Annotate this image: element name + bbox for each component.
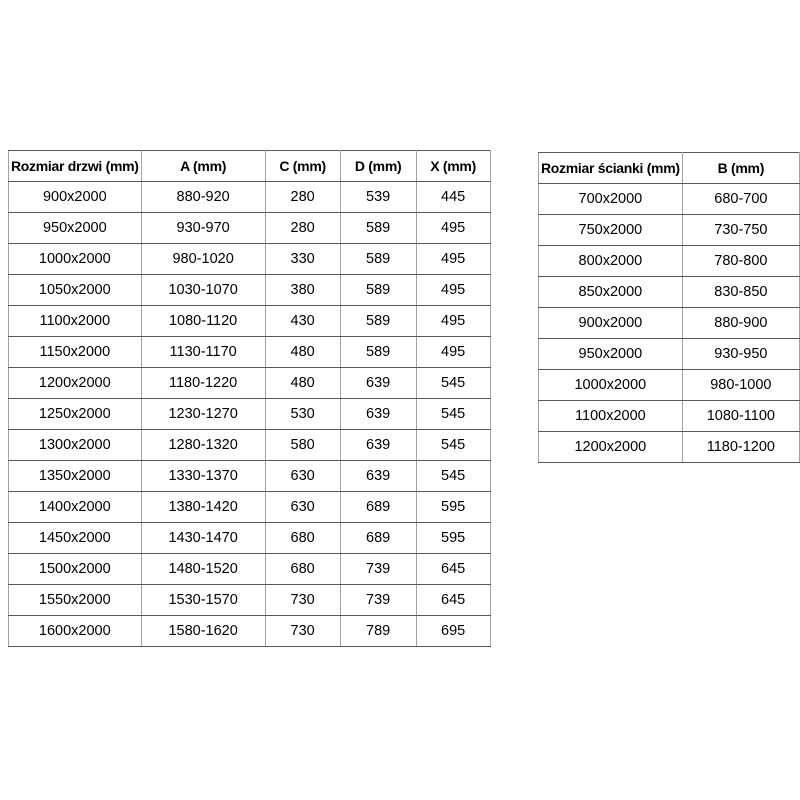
walls-table [538,152,800,463]
dim-a-cell: 1480-1520 [141,554,265,585]
dim-c-cell: 430 [265,306,340,337]
table-row [539,308,800,339]
table-row [9,306,491,337]
door-size-cell: 1600x2000 [9,616,142,647]
dim-x-cell: 545 [416,430,490,461]
table-row [539,401,800,432]
table-row [9,430,491,461]
dim-c-cell: 730 [265,585,340,616]
walls-header-size: Rozmiar ścianki (mm) [539,153,683,184]
dim-d-cell: 589 [340,275,416,306]
wall-size-cell: 700x2000 [539,184,683,215]
dim-d-cell: 639 [340,430,416,461]
table-row [9,275,491,306]
dim-c-cell: 380 [265,275,340,306]
dim-b-cell: 830-850 [682,277,799,308]
table-row [539,432,800,463]
door-size-cell: 1400x2000 [9,492,142,523]
table-row [9,492,491,523]
dim-b-cell: 1080-1100 [682,401,799,432]
table-row [9,616,491,647]
dim-a-cell: 1030-1070 [141,275,265,306]
dim-c-cell: 680 [265,523,340,554]
dim-c-cell: 280 [265,182,340,213]
dim-d-cell: 689 [340,492,416,523]
door-size-cell: 1500x2000 [9,554,142,585]
dim-b-cell: 1180-1200 [682,432,799,463]
table-row [539,339,800,370]
door-size-cell: 1150x2000 [9,337,142,368]
walls-header-row [539,153,800,184]
dim-a-cell: 1530-1570 [141,585,265,616]
doors-header-x: X (mm) [416,151,490,182]
dim-a-cell: 1180-1220 [141,368,265,399]
dim-d-cell: 689 [340,523,416,554]
door-size-cell: 1250x2000 [9,399,142,430]
dim-d-cell: 589 [340,244,416,275]
dim-a-cell: 1430-1470 [141,523,265,554]
dim-a-cell: 1580-1620 [141,616,265,647]
dim-a-cell: 1080-1120 [141,306,265,337]
doors-header-a: A (mm) [141,151,265,182]
door-size-cell: 1550x2000 [9,585,142,616]
dim-a-cell: 1380-1420 [141,492,265,523]
wall-size-cell: 1000x2000 [539,370,683,401]
door-size-cell: 1350x2000 [9,461,142,492]
door-size-cell: 1200x2000 [9,368,142,399]
dim-d-cell: 639 [340,399,416,430]
dim-a-cell: 980-1020 [141,244,265,275]
dim-x-cell: 495 [416,244,490,275]
dim-a-cell: 1330-1370 [141,461,265,492]
dim-c-cell: 580 [265,430,340,461]
dim-d-cell: 739 [340,554,416,585]
dim-a-cell: 1280-1320 [141,430,265,461]
wall-size-cell: 850x2000 [539,277,683,308]
dim-x-cell: 595 [416,523,490,554]
dim-d-cell: 589 [340,337,416,368]
dim-a-cell: 930-970 [141,213,265,244]
dim-b-cell: 880-900 [682,308,799,339]
table-row [9,461,491,492]
table-row [9,337,491,368]
dim-x-cell: 495 [416,337,490,368]
dim-c-cell: 480 [265,368,340,399]
walls-header-b: B (mm) [682,153,799,184]
dim-b-cell: 780-800 [682,246,799,277]
dim-a-cell: 1130-1170 [141,337,265,368]
dim-d-cell: 789 [340,616,416,647]
dim-x-cell: 495 [416,306,490,337]
door-size-cell: 1050x2000 [9,275,142,306]
table-row [9,182,491,213]
dim-x-cell: 595 [416,492,490,523]
table-row [539,215,800,246]
doors-table [8,150,491,647]
doors-header-c: C (mm) [265,151,340,182]
table-row [539,184,800,215]
door-size-cell: 1300x2000 [9,430,142,461]
dim-x-cell: 495 [416,213,490,244]
dim-b-cell: 680-700 [682,184,799,215]
dim-d-cell: 589 [340,306,416,337]
wall-size-cell: 750x2000 [539,215,683,246]
dim-c-cell: 680 [265,554,340,585]
dim-a-cell: 1230-1270 [141,399,265,430]
table-row [539,277,800,308]
dim-c-cell: 730 [265,616,340,647]
wall-size-cell: 1100x2000 [539,401,683,432]
dim-c-cell: 480 [265,337,340,368]
door-size-cell: 950x2000 [9,213,142,244]
table-row [9,399,491,430]
dim-d-cell: 739 [340,585,416,616]
dim-x-cell: 545 [416,461,490,492]
table-row [9,554,491,585]
dim-c-cell: 530 [265,399,340,430]
table-row [9,585,491,616]
dim-x-cell: 695 [416,616,490,647]
door-size-cell: 900x2000 [9,182,142,213]
dim-b-cell: 980-1000 [682,370,799,401]
dim-x-cell: 495 [416,275,490,306]
door-size-cell: 1000x2000 [9,244,142,275]
doors-header-row [9,151,491,182]
dim-d-cell: 539 [340,182,416,213]
dim-x-cell: 545 [416,368,490,399]
wall-size-cell: 950x2000 [539,339,683,370]
dim-x-cell: 645 [416,554,490,585]
dim-d-cell: 639 [340,368,416,399]
dim-x-cell: 645 [416,585,490,616]
dim-x-cell: 545 [416,399,490,430]
dim-x-cell: 445 [416,182,490,213]
table-row [9,523,491,554]
door-size-cell: 1450x2000 [9,523,142,554]
dim-c-cell: 330 [265,244,340,275]
wall-size-cell: 1200x2000 [539,432,683,463]
table-row [9,213,491,244]
dim-c-cell: 630 [265,461,340,492]
dim-c-cell: 630 [265,492,340,523]
wall-size-cell: 800x2000 [539,246,683,277]
dim-b-cell: 930-950 [682,339,799,370]
table-row [539,246,800,277]
doors-header-size: Rozmiar drzwi (mm) [9,151,142,182]
doors-header-d: D (mm) [340,151,416,182]
dim-c-cell: 280 [265,213,340,244]
dim-d-cell: 589 [340,213,416,244]
door-size-cell: 1100x2000 [9,306,142,337]
table-row [9,244,491,275]
table-row [9,368,491,399]
dim-a-cell: 880-920 [141,182,265,213]
dim-b-cell: 730-750 [682,215,799,246]
wall-size-cell: 900x2000 [539,308,683,339]
dim-d-cell: 639 [340,461,416,492]
table-row [539,370,800,401]
